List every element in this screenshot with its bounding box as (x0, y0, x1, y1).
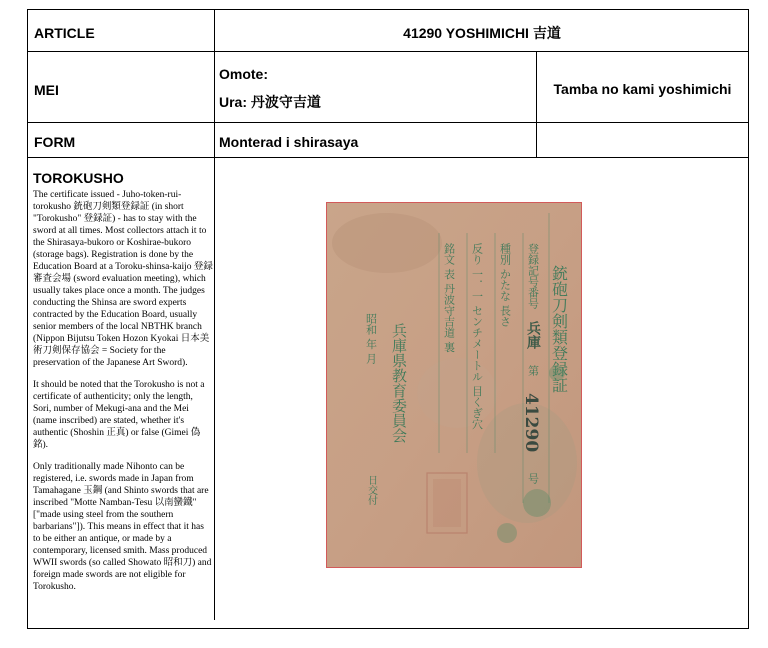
divider-label-column (214, 10, 215, 620)
certificate-col2: 反り 一．一 センチメートル 目くぎ穴 (470, 243, 484, 430)
torokusho-certificate-photo (326, 202, 582, 568)
form-label: FORM (34, 134, 76, 150)
divider-third-column (536, 51, 537, 157)
certificate-col3: 銘文 表 丹波守吉道 裏 (442, 243, 456, 353)
certificate-prefecture: 兵庫 (525, 321, 541, 349)
divider-row-1 (28, 51, 748, 52)
torokusho-paragraph: The certificate issued - Juho-token-rui-torokusho 銃砲刀剣類登録証 (in short "Torokusho" 登録証) - has to stay with the sword at all times. Most collectors attach it to the Shirasaya-bukoro or Koshirae-bukoro (storage bags). Registration is done by the Education Board at a Toroku-shinsa-kaijo 登録審査会場 (sword evaluation meeting), which usually takes place once a month. The judges conducting the Shinsa are sword experts contracted by the Education Board, usually senior members of the local NBTHK branch (Nippon Bijutsu Token Hozon Kyokai 日本美術刀剣保存協会 = Society for the preservation of the Japanese Art Sword). (33, 190, 213, 368)
mei-omote: Omote: (219, 66, 268, 82)
divider-row-3 (28, 157, 748, 158)
certificate-reg-suffix: 第 (526, 365, 540, 376)
mei-ura: Ura: 丹波守吉道 (219, 94, 321, 110)
article-label: ARTICLE (34, 25, 95, 41)
torokusho-heading: TOROKUSHO (33, 170, 124, 186)
certificate-col1: 種別 かたな 長さ (498, 243, 512, 327)
torokusho-body (33, 189, 213, 593)
certificate-date: 昭和 年 月 (364, 313, 378, 364)
mei-translation: Tamba no kami yoshimichi (553, 81, 732, 97)
certificate-stamp-text: 日交付 (365, 475, 377, 505)
mei-label: MEI (34, 82, 59, 98)
torokusho-paragraph: It should be noted that the Torokusho is not a certificate of authenticity; only the length, Sori, number of Mekugi-ana and the Mei (name inscribed) are stated, whether it's authentic (Shoshin 正真) or false (Gimei 偽銘). (33, 380, 205, 450)
certificate-image (327, 203, 581, 567)
form-value: Monterad i shirasaya (219, 134, 359, 150)
divider-row-2 (28, 122, 748, 123)
torokusho-text-block (33, 170, 213, 603)
torokusho-paragraph: Only traditionally made Nihonto can be registered, i.e. swords made in Japan from Tamahagane 玉鋼 (and Shinto swords that are inscribed "Motte Namban-Tesu 以南蠻鐵" ["made using steel from the southern barbarians"]). This means in effect that it has to be either an antique, or made by a contemporary, licensed smith. Mass produced WWII swords (so called Showato 昭和刀) and foreign made swords are not eligible for Torokusho. (33, 462, 212, 592)
certificate-reg-label: 登録記号番号 (526, 243, 540, 309)
certificate-title: 銃砲刀剣類登録証 (549, 265, 569, 393)
article-value: 41290 YOSHIMICHI 吉道 (403, 25, 561, 41)
certificate-number: 41290 (521, 393, 541, 453)
certificate-issuer: 兵庫県教育委員会 (390, 323, 408, 443)
certificate-go: 号 (526, 473, 540, 484)
